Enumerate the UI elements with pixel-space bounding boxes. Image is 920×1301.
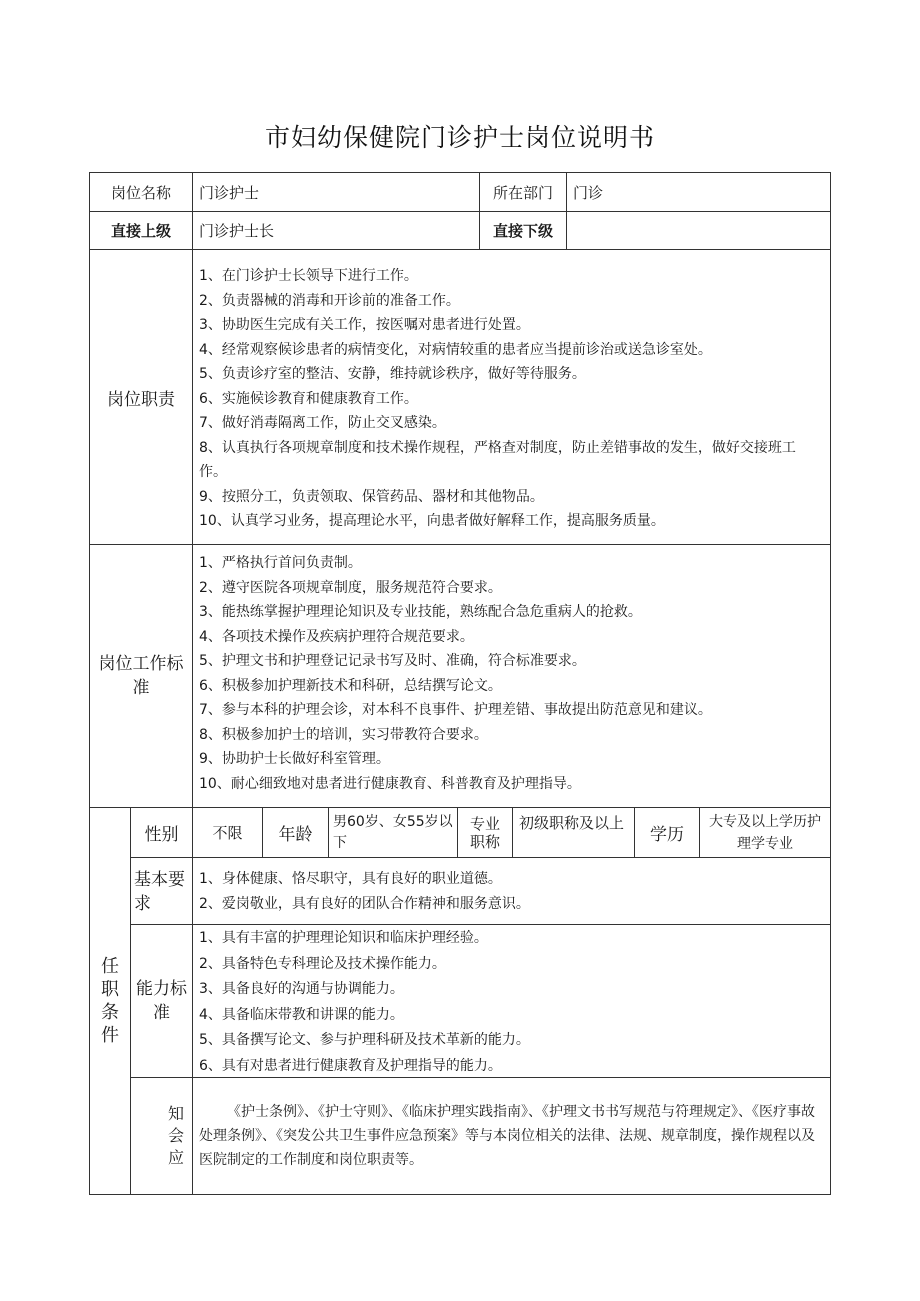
direct-subordinate-value: [566, 211, 831, 250]
duties-label: 岗位职责: [89, 249, 193, 545]
list-item: 1、在门诊护士长领导下进行工作。: [199, 268, 418, 284]
list-item: 1、具有丰富的护理理论知识和临床护理经验。: [199, 930, 488, 946]
ability-standards-list: [192, 924, 831, 1078]
ability-standards-label: 能力标准: [130, 924, 193, 1078]
list-item: 3、协助医生完成有关工作，按医嘱对患者进行处置。: [199, 317, 530, 333]
list-item: 6、具有对患者进行健康教育及护理指导的能力。: [199, 1057, 502, 1074]
direct-superior-label: 直接上级: [89, 211, 193, 250]
education-value: 大专及以上学历护理学专业: [699, 807, 831, 858]
standards-label: 岗位工作标准: [89, 544, 193, 808]
list-item: 10、耐心细致地对患者进行健康教育、科普教育及护理指导。: [199, 775, 581, 792]
list-item: 9、按照分工，负责领取、保管药品、器材和其他物品。: [199, 488, 544, 505]
basic-requirements-list: [192, 857, 831, 925]
department-label: 所在部门: [479, 172, 567, 212]
professional-title-value: 初级职称及以上: [512, 807, 635, 858]
knowledge-label: 知会应: [167, 1104, 184, 1167]
list-item: 7、做好消毒隔离工作，防止交叉感染。: [199, 415, 446, 431]
list-item: 6、积极参加护理新技术和科研，总结撰写论文。: [199, 677, 502, 694]
knowledge-label-cell: [130, 1077, 193, 1195]
list-item: 3、具备良好的沟通与协调能力。: [199, 981, 404, 997]
list-item: 2、遵守医院各项规章制度，服务规范符合要求。: [199, 579, 502, 596]
list-item: 3、能热练掌握护理理论知识及专业技能，熟练配合急危重病人的抢救。: [199, 604, 642, 620]
gender-label: 性别: [130, 807, 193, 858]
department-value: 门诊: [566, 172, 831, 212]
list-item: 1、严格执行首问负责制。: [199, 555, 362, 571]
list-item: 5、具备撰写论文、参与护理科研及技术革新的能力。: [199, 1032, 530, 1048]
knowledge-text: 《护士条例》、《护士守则》、《临床护理实践指南》、《护理文书书写规范与符理规定》、《医疗事故处理条例》、《突发公共卫生事件应急预案》等与本岗位相关的法律、法规、规章制度，操作规程以及医院制定的工作制度和岗位职责等。: [199, 1104, 815, 1168]
list-item: 4、各项技术操作及疾病护理符合规范要求。: [199, 628, 474, 645]
list-item: 7、参与本科的护理会诊，对本科不良事件、护理差错、事故提出防范意见和建议。: [199, 702, 712, 718]
basic-requirements-label: 基本要求: [130, 857, 193, 925]
list-item: 8、认真执行各项规章制度和技术操作规程，严格查对制度，防止差错事故的发生，做好交接班工作。: [199, 439, 796, 480]
position-name-label: 岗位名称: [89, 172, 193, 212]
list-item: 1、身体健康、恪尽职守，具有良好的职业道德。: [199, 871, 502, 887]
list-item: 2、负责器械的消毒和开诊前的准备工作。: [199, 292, 460, 309]
list-item: 9、协助护士长做好科室管理。: [199, 751, 390, 767]
list-item: 5、负责诊疗室的整洁、安静，维持就诊秩序，做好等待服务。: [199, 366, 586, 382]
age-label: 年龄: [262, 807, 329, 858]
page-title: 市妇幼保健院门诊护士岗位说明书: [264, 123, 655, 152]
list-item: 10、认真学习业务，提高理论水平，向患者做好解释工作，提高服务质量。: [199, 513, 665, 529]
age-value: 男60岁、女55岁以下: [328, 807, 458, 858]
duties-list: [192, 249, 831, 545]
qualifications-label-cell: [89, 807, 131, 1195]
position-name-value: 门诊护士: [192, 172, 480, 212]
education-label: 学历: [634, 807, 700, 858]
list-item: 6、实施候诊教育和健康教育工作。: [199, 390, 418, 407]
standards-list: [192, 544, 831, 808]
list-item: 5、护理文书和护理登记记录书写及时、准确，符合标准要求。: [199, 653, 586, 669]
list-item: 8、积极参加护士的培训，实习带教符合要求。: [199, 726, 488, 743]
professional-title-label: 专业职称: [457, 807, 513, 858]
list-item: 4、具备临床带教和讲课的能力。: [199, 1006, 404, 1023]
direct-superior-value: 门诊护士长: [192, 211, 480, 250]
knowledge-content: [192, 1077, 831, 1195]
list-item: 4、经常观察候诊患者的病情变化，对病情较重的患者应当提前诊治或送急诊室处。: [199, 341, 712, 358]
direct-subordinate-label: 直接下级: [479, 211, 567, 250]
list-item: 2、具备特色专科理论及技术操作能力。: [199, 955, 446, 972]
list-item: 2、爱岗敬业，具有良好的团队合作精神和服务意识。: [199, 895, 530, 912]
gender-value: 不限: [192, 807, 263, 858]
qualifications-label: 任职条件: [101, 956, 119, 1046]
